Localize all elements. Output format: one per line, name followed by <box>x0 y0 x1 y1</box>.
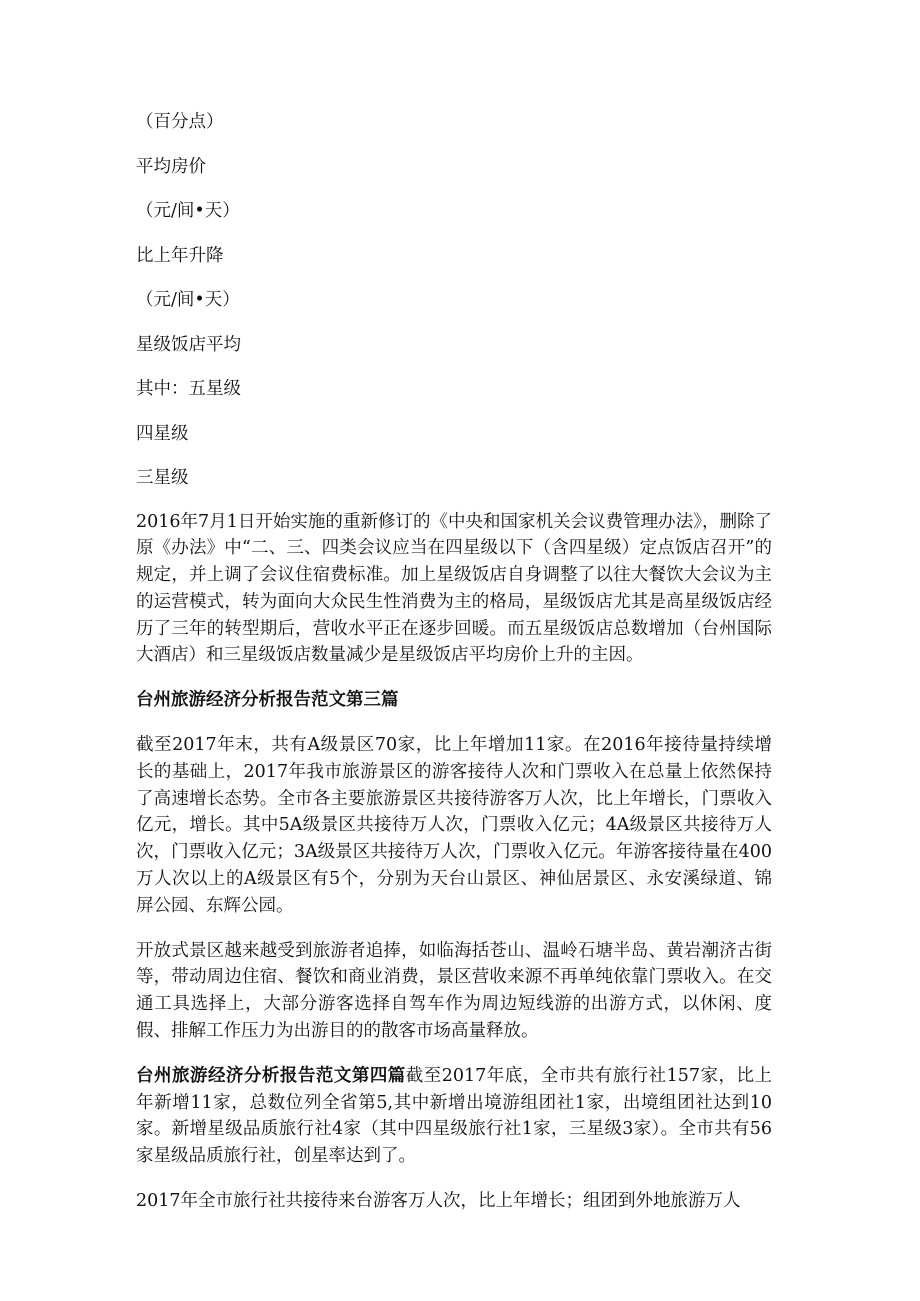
paragraph-travel-agencies-text: 截至2017年底，全市共有旅行社157家，比上年新增11家，总数位列全省第5,其中新增出境游组团社1家，出境组团社达到10家。新增星级品质旅行社4家（其中四星级旅行社1家，三星级3家）。全市共有56家星级品质旅行社，创星率达到了。 <box>136 1065 773 1167</box>
section-heading-part3: 台州旅游经济分析报告范文第三篇 <box>136 690 399 711</box>
table-row-label: （元/间•天） <box>136 290 240 310</box>
table-row-label: 三星级 <box>136 468 189 488</box>
table-row-label: 比上年升降 <box>136 245 224 266</box>
table-row-label: 星级饭店平均 <box>136 334 241 355</box>
paragraph-agency-reception: 2017年全市旅行社共接待来台游客万人次，比上年增长；组团到外地旅游万人 <box>136 1191 741 1212</box>
table-row-label: （百分点） <box>136 112 224 132</box>
section-heading-part4: 台州旅游经济分析报告范文第四篇 <box>136 1065 406 1086</box>
document-body <box>136 106 772 1233</box>
paragraph-meeting-policy: 2016年7月1日开始实施的重新修订的《中央和国家机关会议费管理办法》，删除了原《办法》中“二、三、四类会议应当在四星级以下（含四星级）定点饭店召开”的规定，并上调了会议住宿费标准。加上星级饭店自身调整了以往大餐饮大会议为主的运营模式，转为面向大众民生性消费为主的格局，星级饭店尤其是高星级饭店经历了三年的转型期后，营收水平正在逐步回暖。而五星级饭店总数增加（台州国际大酒店）和三星级饭店数量减少是星级饭店平均房价上升的主因。 <box>136 511 772 666</box>
table-row-label: （元/间•天） <box>136 201 240 221</box>
paragraph-travel-agencies <box>136 1063 772 1170</box>
table-row-label: 其中：五星级 <box>136 379 241 399</box>
table-row-label: 平均房价 <box>136 156 206 177</box>
paragraph-open-scenic: 开放式景区越来越受到旅游者追捧，如临海括苍山、温岭石塘半岛、黄岩潮济古街等，带动周边住宿、餐饮和商业消费，景区营收来源不再单纯依靠门票收入。在交通工具选择上，大部分游客选择自驾车作为周边短线游的出游方式，以休闲、度假、排解工作压力为出游目的的散客市场高量释放。 <box>136 940 772 1042</box>
paragraph-scenic-areas: 截至2017年末，共有A级景区70家，比上年增加11家。在2016年接待量持续增长的基础上，2017年我市旅游景区的游客接待人次和门票收入在总量上依然保持了高速增长态势。全市各主要旅游景区共接待游客万人次，比上年增长，门票收入亿元，增长。其中5A级景区共接待万人次，门票收入亿元；4A级景区共接待万人次，门票收入亿元；3A级景区共接待万人次，门票收入亿元。年游客接待量在400万人次以上的A级景区有5个，分别为天台山景区、神仙居景区、永安溪绿道、锦屏公园、东辉公园。 <box>136 735 772 916</box>
table-row-label: 四星级 <box>136 423 189 444</box>
